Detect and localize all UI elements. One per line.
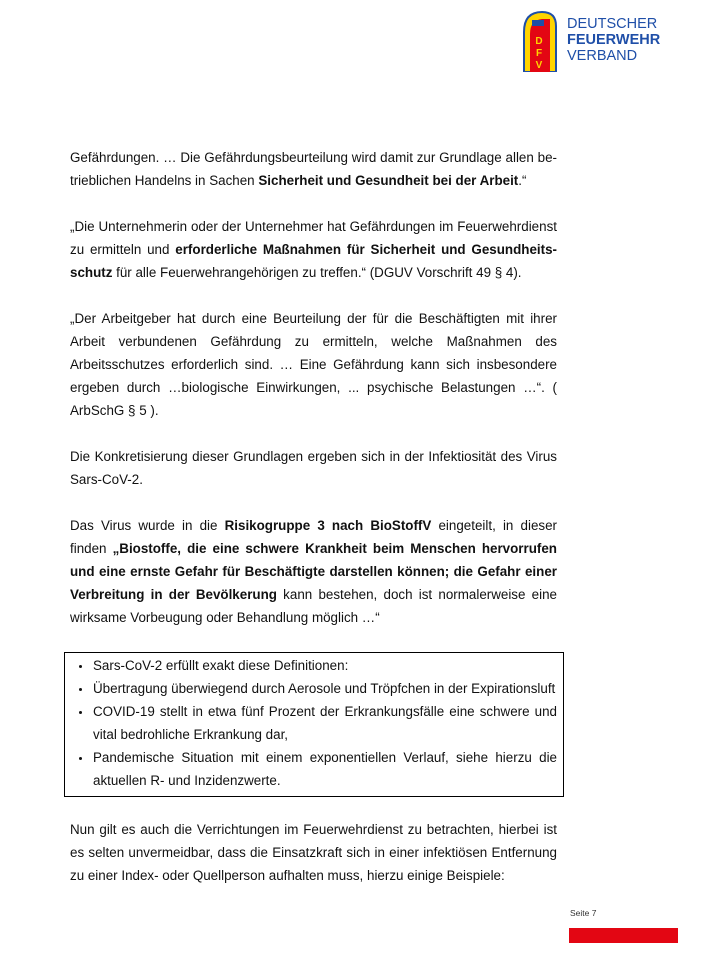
logo-wordmark bbox=[567, 16, 660, 64]
text-run: „Die Unternehmerin oder der Unternehmer hat Gefährdungen im Feuerwehrdienst zu ermitteln und bbox=[70, 219, 557, 257]
logo-line-3: VERBAND bbox=[567, 48, 638, 64]
paragraph-list bbox=[70, 146, 557, 629]
page-number: Seite 7 bbox=[570, 908, 597, 918]
dfv-logo bbox=[520, 8, 680, 74]
bold-text: erforderliche Maßnahmen für Sicherheit und Gesundheitsschutz bbox=[70, 242, 557, 280]
definition-item: • Übertragung überwiegend durch Aerosole und Tröpfchen in der Expirationsluft bbox=[92, 677, 557, 700]
logo-line-2: FEUERWEHR bbox=[567, 32, 661, 48]
bold-text: Sicherheit und Gesundheit bei der Arbeit bbox=[258, 173, 519, 188]
text-run: kann bestehen, doch ist normalerweise eine wirksame Vorbeugung oder Behandlung möglich …“ bbox=[70, 587, 557, 625]
definition-item: • Sars-CoV-2 erfüllt exakt diese Definitionen: bbox=[92, 654, 557, 677]
body-paragraph bbox=[70, 146, 557, 192]
text-run: „Der Arbeitgeber hat durch eine Beurteilung der für die Beschäftigten mit ihrer Arbeit verbundenen Gefährdung zu ermitteln, welche Maßnahmen des Arbeitsschutzes erforderlich sind. … Eine Gefährdung kann sich insbesondere ergeben durch …biologische Einwirkungen, ... psychische Belastungen …“. ( ArbSchG § 5 ). bbox=[70, 311, 557, 418]
bold-text: „Biostoffe, die eine schwere Krankheit beim Menschen hervorrufen und eine ernste Gefahr für Beschäftigte darstellen können; die Gefahr einer Verbreitung in der Bevölkerung bbox=[70, 541, 557, 602]
emblem-letter-f: F bbox=[535, 48, 543, 59]
body-paragraph bbox=[70, 445, 557, 491]
text-run: Das Virus wurde in die bbox=[70, 518, 225, 533]
body-paragraph bbox=[70, 307, 557, 422]
logo-line-1: DEUTSCHER bbox=[567, 16, 658, 32]
definition-item: • COVID-19 stellt in etwa fünf Prozent der Erkrankungsfälle eine schwere und vital bedrohliche Erkrankung dar, bbox=[92, 700, 557, 746]
text-run: .“ bbox=[518, 173, 527, 188]
emblem-letter-d: D bbox=[535, 36, 543, 47]
definition-item: • Pandemische Situation mit einem exponentiellen Verlauf, siehe hierzu die aktuellen R- und Inzidenzwerte. bbox=[92, 746, 557, 792]
closing-paragraph: Nun gilt es auch die Verrichtungen im Feuerwehrdienst zu betrachten, hierbei ist es selten unvermeidbar, dass die Einsatzkraft sich in einer infektiösen Entfernung zu einer Index- oder Quellperson aufhalten muss, hierzu einige Beispiele: bbox=[70, 822, 557, 883]
definition-box bbox=[64, 652, 564, 797]
text-run: für alle Feuerwehrangehörigen zu treffen.“ (DGUV Vorschrift 49 § 4). bbox=[112, 265, 522, 280]
bold-text: Risikogruppe 3 nach BioStoffV bbox=[224, 518, 432, 533]
text-run: eingeteilt, in dieser finden bbox=[70, 518, 557, 556]
footer-red-bar bbox=[569, 928, 678, 943]
body-paragraph bbox=[70, 215, 557, 284]
document-body bbox=[70, 146, 557, 910]
dfv-emblem-icon bbox=[520, 8, 560, 72]
text-run: Gefährdungen. … Die Gefährdungsbeurteilung wird damit zur Grundlage allen betrieblichen Handelns in Sachen bbox=[70, 150, 557, 188]
emblem-letter-v: V bbox=[535, 60, 543, 71]
text-run: Die Konkretisierung dieser Grundlagen ergeben sich in der Infektiosität des Virus Sars-CoV-2. bbox=[70, 449, 557, 487]
body-paragraph bbox=[70, 514, 557, 629]
definition-list bbox=[65, 654, 563, 792]
